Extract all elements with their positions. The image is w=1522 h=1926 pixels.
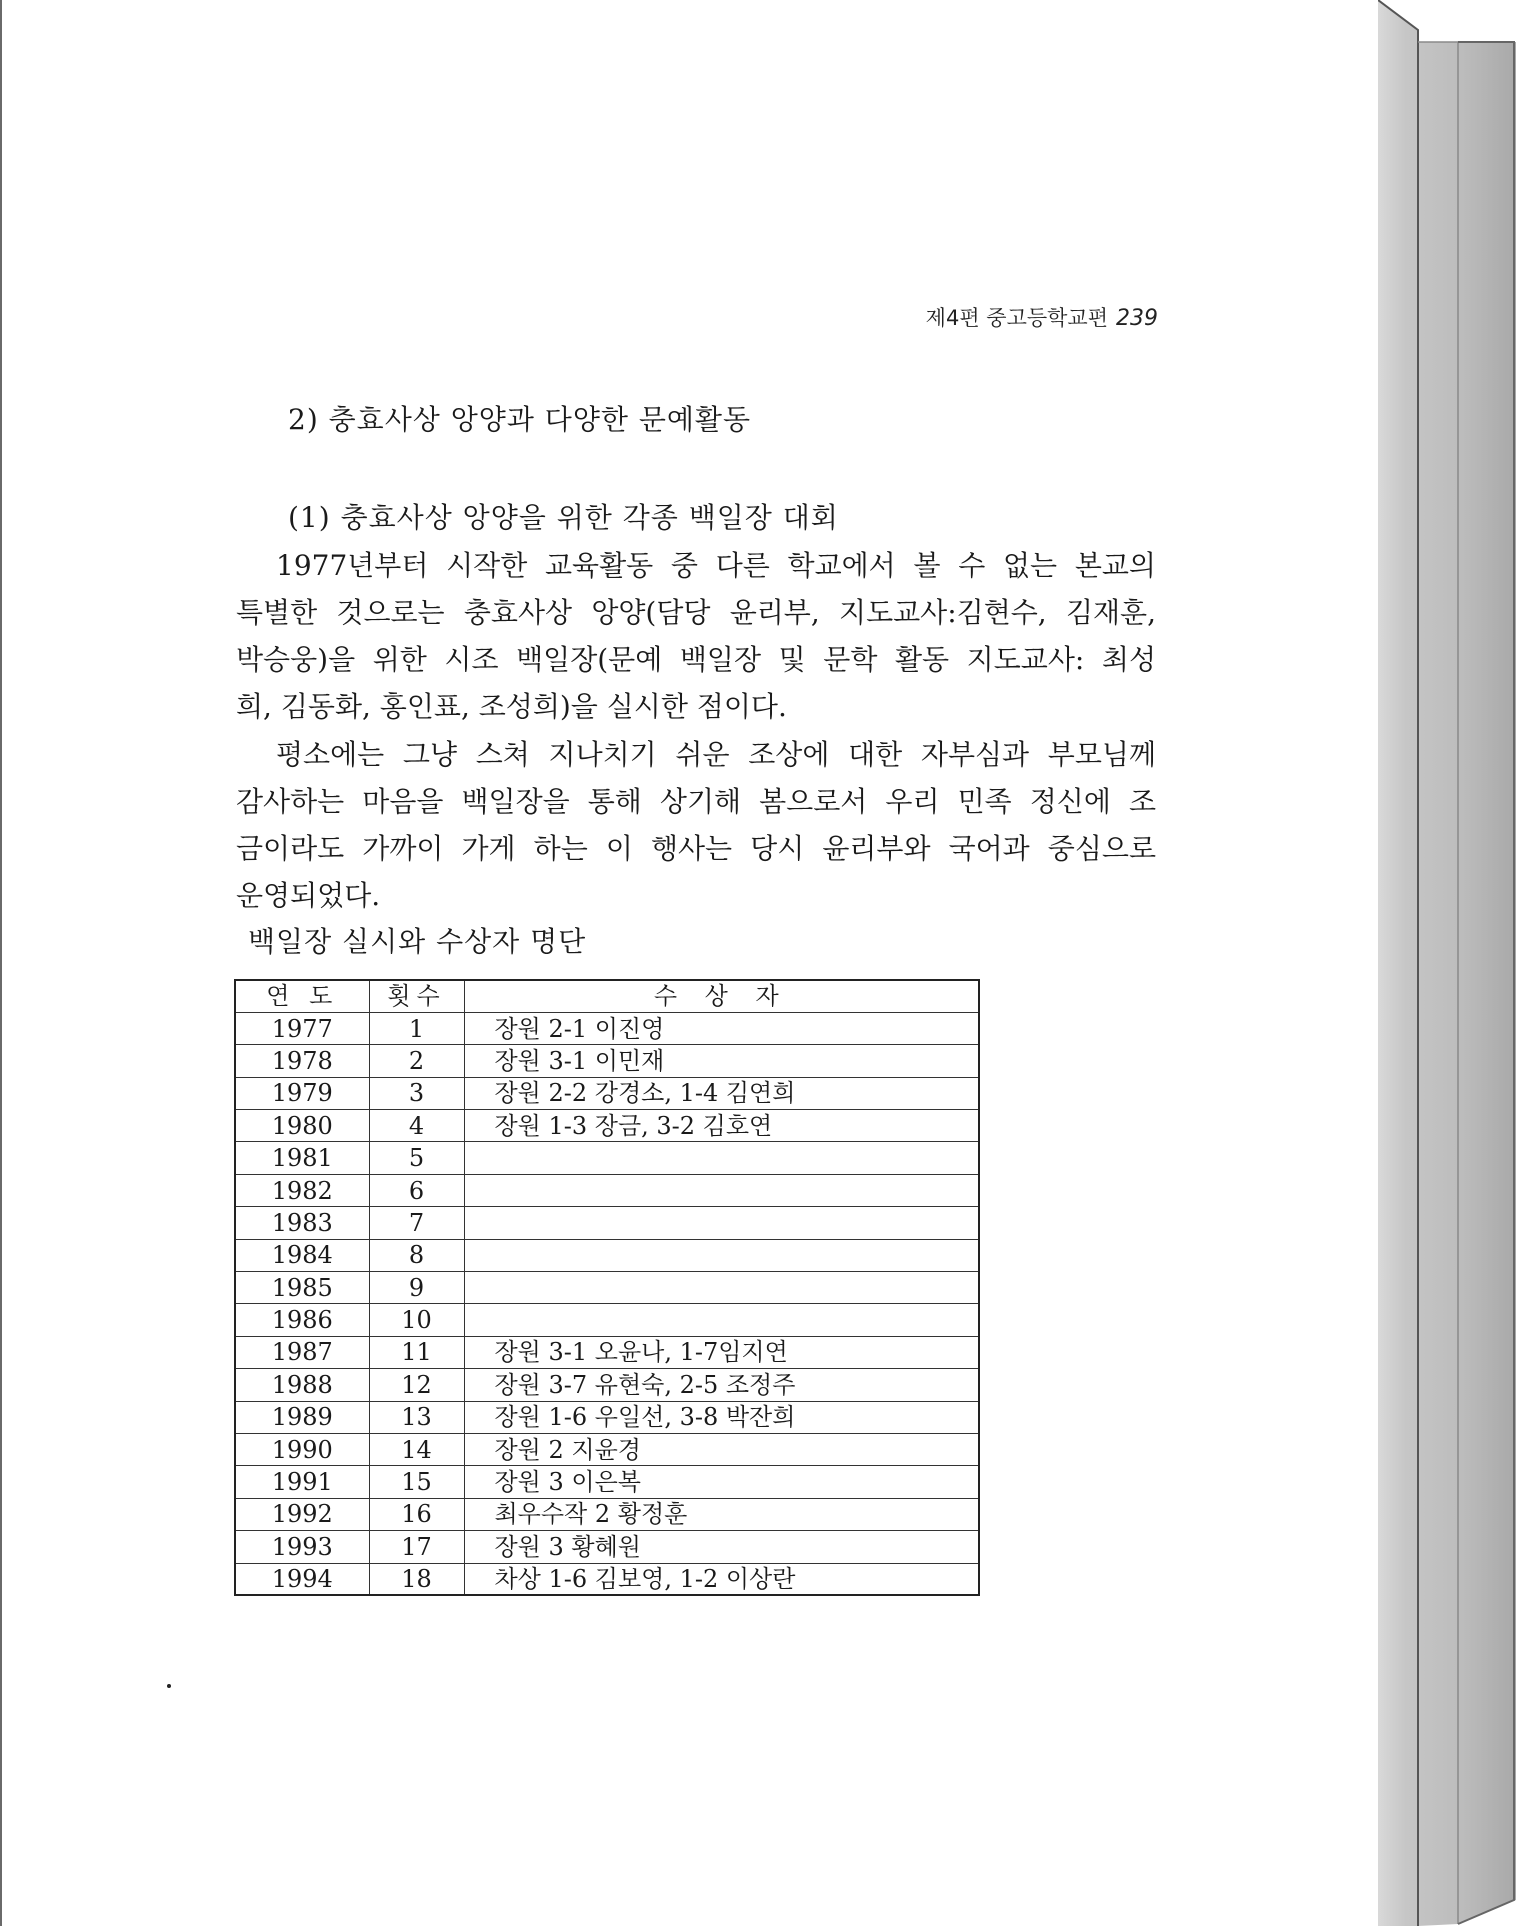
running-head-section: 제4편 중고등학교편 xyxy=(925,306,1108,330)
table-row xyxy=(235,1401,979,1433)
table-row xyxy=(235,1498,979,1530)
cell-year: 1982 xyxy=(235,1174,369,1206)
cell-winners: 장원 3-7 유현숙, 2-5 조정주 xyxy=(464,1369,979,1401)
table-row xyxy=(235,1012,979,1044)
table-row xyxy=(235,1336,979,1368)
paragraph-line: 평소에는 그냥 스쳐 지나치기 쉬운 조상에 대한 자부심과 부모님께 xyxy=(276,738,1156,771)
page-number: 239 xyxy=(1116,306,1158,331)
cell-winners xyxy=(464,1142,979,1174)
cell-year: 1986 xyxy=(235,1304,369,1336)
section-heading: 2) 충효사상 앙양과 다양한 문예활동 xyxy=(288,403,752,436)
paragraph-line: 금이라도 가까이 가게 하는 이 행사는 당시 윤리부와 국어과 중심으로 xyxy=(236,832,1156,865)
stray-mark xyxy=(167,1684,171,1688)
cell-count: 15 xyxy=(369,1466,464,1498)
table-row xyxy=(235,1433,979,1465)
paragraph-line: 1977년부터 시작한 교육활동 중 다른 학교에서 볼 수 없는 본교의 xyxy=(276,549,1156,582)
cell-count: 5 xyxy=(369,1142,464,1174)
table-body xyxy=(235,1012,979,1595)
cell-year: 1984 xyxy=(235,1239,369,1271)
cell-count: 6 xyxy=(369,1174,464,1206)
cell-winners: 장원 3 황혜원 xyxy=(464,1531,979,1563)
cell-winners: 최우수작 2 황정훈 xyxy=(464,1498,979,1530)
table-row xyxy=(235,1045,979,1077)
cell-year: 1979 xyxy=(235,1077,369,1109)
cell-count: 11 xyxy=(369,1336,464,1368)
cell-year: 1983 xyxy=(235,1207,369,1239)
cell-year: 1988 xyxy=(235,1369,369,1401)
subsection-heading: (1) 충효사상 앙양을 위한 각종 백일장 대회 xyxy=(288,501,839,534)
cell-year: 1978 xyxy=(235,1045,369,1077)
header-count: 횟수 xyxy=(369,980,464,1012)
table-row xyxy=(235,1531,979,1563)
cell-year: 1977 xyxy=(235,1012,369,1044)
cell-winners: 장원 1-6 우일선, 3-8 박잔희 xyxy=(464,1401,979,1433)
cell-winners: 장원 3-1 이민재 xyxy=(464,1045,979,1077)
paragraph-2 xyxy=(236,731,1156,919)
table-header-row xyxy=(235,980,979,1012)
cell-year: 1991 xyxy=(235,1466,369,1498)
cell-winners: 장원 2-1 이진영 xyxy=(464,1012,979,1044)
page-edge-lines xyxy=(1378,0,1518,1926)
cell-count: 8 xyxy=(369,1239,464,1271)
paragraph-line: 박승웅)을 위한 시조 백일장(문예 백일장 및 문학 활동 지도교사: 최성 xyxy=(236,643,1156,676)
paragraph-line: 감사하는 마음을 백일장을 통해 상기해 봄으로서 우리 민족 정신에 조 xyxy=(236,785,1156,818)
table-row xyxy=(235,1563,979,1595)
award-table xyxy=(234,979,980,1596)
table-caption: 백일장 실시와 수상자 명단 xyxy=(248,925,587,958)
table-row xyxy=(235,1272,979,1304)
running-head xyxy=(926,302,1158,332)
cell-count: 1 xyxy=(369,1012,464,1044)
cell-winners: 장원 2-2 강경소, 1-4 김연희 xyxy=(464,1077,979,1109)
paragraph-line: 운영되었다. xyxy=(236,879,381,912)
cell-year: 1990 xyxy=(235,1433,369,1465)
table-row xyxy=(235,1369,979,1401)
cell-year: 1981 xyxy=(235,1142,369,1174)
cell-count: 3 xyxy=(369,1077,464,1109)
cell-year: 1987 xyxy=(235,1336,369,1368)
cell-count: 12 xyxy=(369,1369,464,1401)
cell-count: 7 xyxy=(369,1207,464,1239)
cell-winners xyxy=(464,1239,979,1271)
cell-winners xyxy=(464,1272,979,1304)
cell-year: 1993 xyxy=(235,1531,369,1563)
cell-count: 17 xyxy=(369,1531,464,1563)
cell-winners: 장원 1-3 장금, 3-2 김호연 xyxy=(464,1110,979,1142)
table-row xyxy=(235,1174,979,1206)
paragraph-line: 희, 김동화, 홍인표, 조성희)을 실시한 점이다. xyxy=(236,690,787,723)
cell-count: 16 xyxy=(369,1498,464,1530)
cell-winners: 차상 1-6 김보영, 1-2 이상란 xyxy=(464,1563,979,1595)
cell-count: 14 xyxy=(369,1433,464,1465)
paragraph-line: 특별한 것으로는 충효사상 앙양(담당 윤리부, 지도교사:김현수, 김재훈, xyxy=(236,596,1156,629)
cell-winners: 장원 3 이은복 xyxy=(464,1466,979,1498)
cell-winners: 장원 2 지윤경 xyxy=(464,1433,979,1465)
cell-winners xyxy=(464,1174,979,1206)
cell-count: 9 xyxy=(369,1272,464,1304)
cell-winners xyxy=(464,1207,979,1239)
header-year: 연 도 xyxy=(235,980,369,1012)
header-winners: 수 상 자 xyxy=(464,980,979,1012)
cell-year: 1994 xyxy=(235,1563,369,1595)
table-row xyxy=(235,1110,979,1142)
cell-count: 10 xyxy=(369,1304,464,1336)
cell-count: 13 xyxy=(369,1401,464,1433)
cell-year: 1980 xyxy=(235,1110,369,1142)
cell-year: 1989 xyxy=(235,1401,369,1433)
table-row xyxy=(235,1239,979,1271)
cell-count: 18 xyxy=(369,1563,464,1595)
cell-year: 1992 xyxy=(235,1498,369,1530)
cell-count: 4 xyxy=(369,1110,464,1142)
table-row xyxy=(235,1466,979,1498)
cell-year: 1985 xyxy=(235,1272,369,1304)
paragraph-1 xyxy=(236,542,1156,730)
table-row xyxy=(235,1142,979,1174)
cell-winners xyxy=(464,1304,979,1336)
cell-count: 2 xyxy=(369,1045,464,1077)
table-row xyxy=(235,1077,979,1109)
cell-winners: 장원 3-1 오윤나, 1-7임지연 xyxy=(464,1336,979,1368)
table-row xyxy=(235,1304,979,1336)
table-row xyxy=(235,1207,979,1239)
